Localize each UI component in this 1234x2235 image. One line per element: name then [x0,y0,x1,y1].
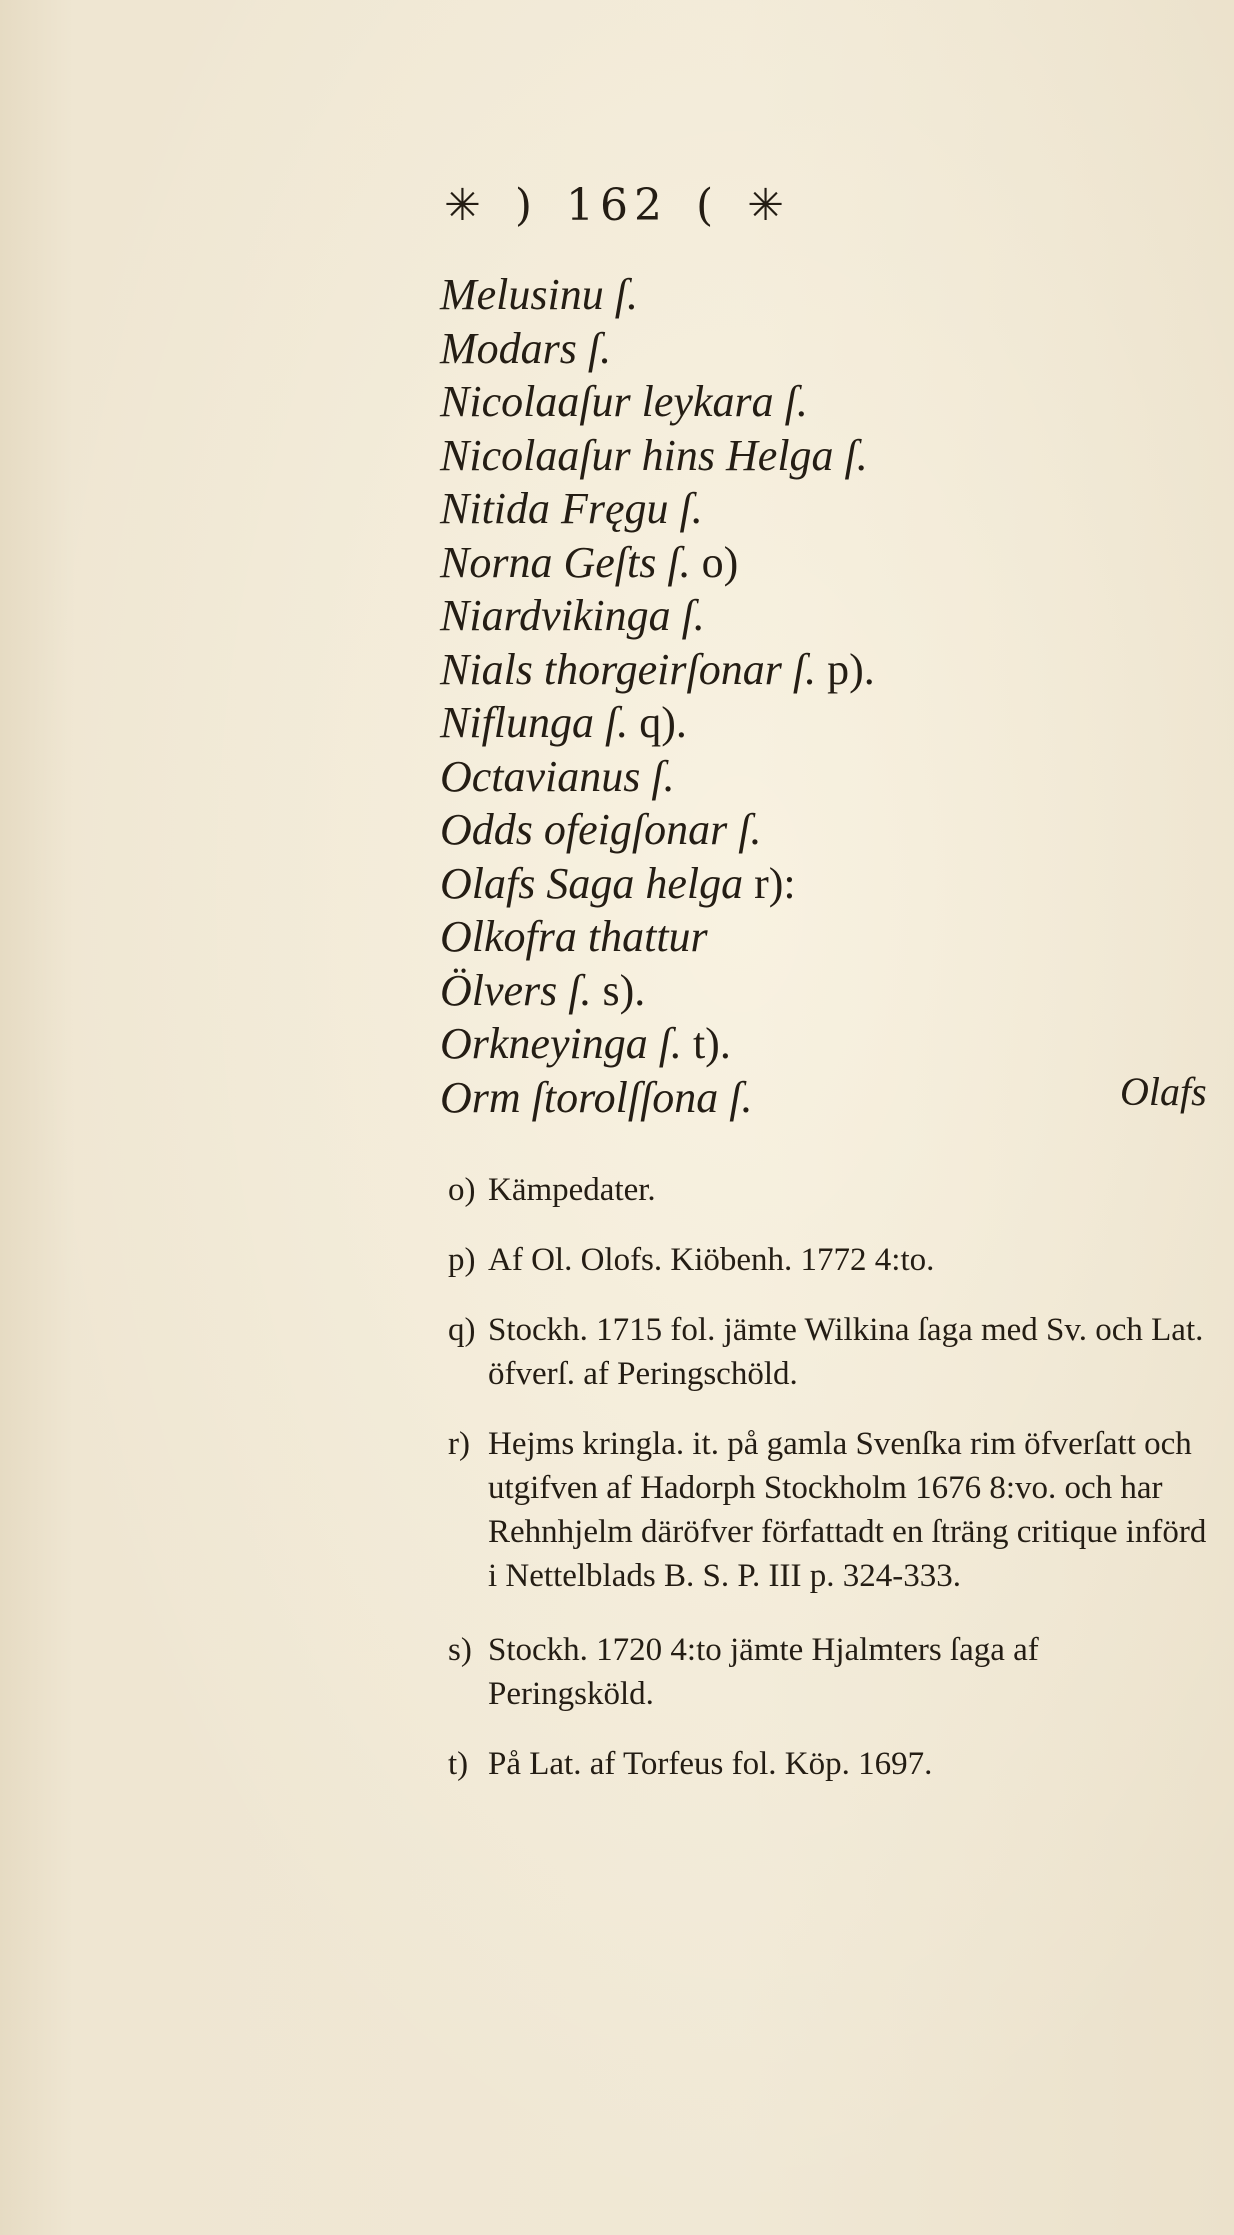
footnote-p: p) Af Ol. Olofs. Kiöbenh. 1772 4:to. [448,1242,935,1278]
footnote-t: t) På Lat. af Torfeus fol. Köp. 1697. [448,1746,933,1782]
list-item: Nicolaaſur leykara ſ. [440,377,808,426]
saga-list [440,268,875,1124]
list-item: Ölvers ſ. s). [440,965,646,1015]
footnote-ref: s). [591,965,646,1015]
footnote-ref: o) [690,537,739,587]
page-header [0,180,1234,231]
list-item: Niardvikinga ſ. [440,591,705,640]
footnote-s: s) Stockh. 1720 4:to jämte Hjalmters ſaga af Peringsköld. [448,1632,1039,1712]
header-paren-left: ( [695,180,720,231]
list-item: Niflunga ſ. q). [440,698,687,747]
list-item: Olafs Saga helga r): [440,858,796,908]
list-item: Nicolaaſur hins Helga ſ. [440,430,868,480]
header-paren-right: ) [514,180,538,231]
list-item: Modars ſ. [440,323,612,373]
page-number: 162 [566,180,668,231]
footnote-ref: p). [816,644,875,694]
footnote-ref: q). [628,698,687,747]
list-item: Octavianus ſ. [440,751,675,801]
star-ornament-left-icon: ✳ [443,180,487,231]
footnote-ref: r): [743,858,796,908]
list-item: Orm ſtorolſſona ſ. [440,1072,753,1122]
footnote-ref: t). [681,1019,731,1068]
list-item: Odds ofeigſonar ſ. [440,805,762,854]
footnote-q: q) Stockh. 1715 fol. jämte Wilkina ſaga med Sv. och Lat. öfverſ. af Peringschöld. [448,1312,1204,1392]
footnote-r: r) Hejms kringla. it. på gamla Svenſka rim öfverſatt och utgifven af Hadorph Stockholm 1676 8:vo. och har Rehnhjelm däröfver författadt en ſträng critique införd i Nettelblads B. S. P. III p. 324-333. [448,1426,1207,1594]
star-ornament-right-icon: ✳ [747,180,791,231]
list-item: Melusinu ſ. [440,270,638,319]
list-item: Olkofra thattur [440,912,708,961]
footnote-o: o) Kämpedater. [448,1172,656,1208]
footnotes [448,1168,1208,1812]
list-item: Norna Geſts ſ. o) [440,537,739,587]
catchword: Olafs [1120,1069,1207,1114]
list-item: Nitida Fręgu ſ. [440,484,703,533]
list-item: Nials thorgeirſonar ſ. p). [440,644,875,694]
list-item: Orkneyinga ſ. t). [440,1019,731,1068]
